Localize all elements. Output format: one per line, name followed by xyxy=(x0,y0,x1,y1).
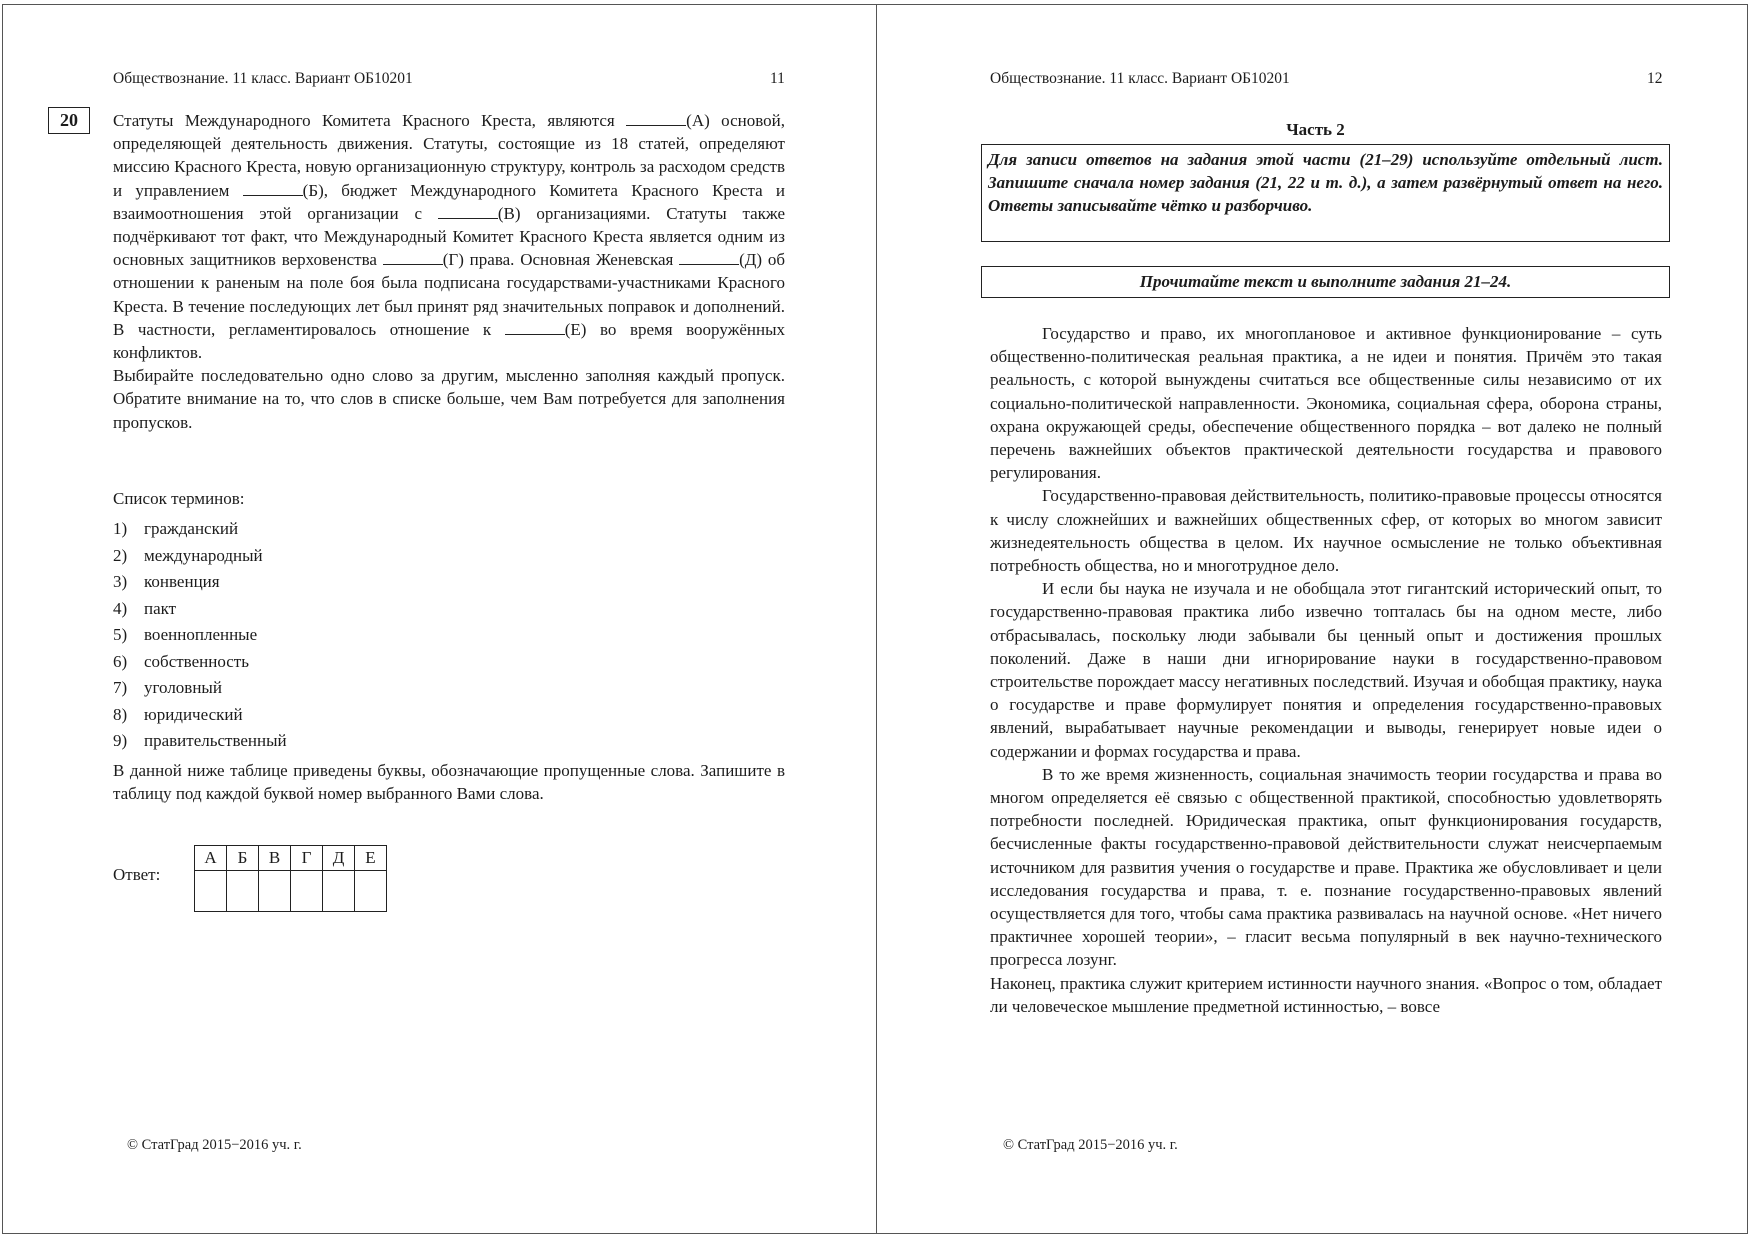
answer-cells-row xyxy=(195,871,387,912)
blank-e xyxy=(505,320,565,335)
terms-title: Список терминов: xyxy=(113,489,245,508)
answer-cell[interactable] xyxy=(323,871,355,912)
answer-letter: В xyxy=(259,846,291,871)
answer-letter: А xyxy=(195,846,227,871)
footer-copyright: © СтатГрад 2015−2016 уч. г. xyxy=(127,1137,302,1153)
term-number: 4) xyxy=(113,598,128,618)
list-item xyxy=(113,675,287,702)
text-paragraph: Государство и право, их многоплановое и активное функционирование – суть общественно-политическая реальная практика, а не идеи и понятия. Причём это такая реальность, с которой вынуждены считаться все общественные силы независимо от их социально-политической направленности. Экономика, социальная сфера, оборона страны, охрана окружающей среды, обеспечение общественного порядка – вот далеко не полный перечень важнейших объектов практической деятельности государства и правового регулирования. xyxy=(990,324,1662,483)
term-text: собственность xyxy=(144,651,249,671)
task-text-part: Статуты Международного Комитета Красного Креста, являются xyxy=(113,111,627,130)
term-number: 9) xyxy=(113,731,128,750)
term-number: 3) xyxy=(113,572,128,591)
table-instruction: В данной ниже таблице приведены буквы, обозначающие пропущенные слова. Запишите в таблицу под каждой буквой номер выбранного Вами слова. xyxy=(113,761,785,804)
list-item xyxy=(113,543,287,570)
answer-letter: Д xyxy=(323,846,355,871)
header-title: Обществознание. 11 класс. Вариант ОБ10201 xyxy=(113,70,413,87)
answer-letter: Г xyxy=(291,846,323,871)
answer-cell[interactable] xyxy=(355,871,387,912)
text-paragraph: Наконец, практика служит критерием истинности научного знания. «Вопрос о том, обладает ли человеческое мышление предметной истинностью, – вовсе xyxy=(990,973,1662,1016)
term-number: 2) xyxy=(113,545,128,565)
answer-letter: Б xyxy=(227,846,259,871)
answer-letter: Е xyxy=(355,846,387,871)
blank-d xyxy=(679,250,739,265)
term-number: 5) xyxy=(113,625,128,644)
blank-b xyxy=(243,181,303,196)
reading-text xyxy=(990,322,1662,1018)
blank-a xyxy=(626,111,686,126)
task-text-part: (А) основой, определяющей деятельность движения. Статуты, состоящие из 18 статей, определяют миссию Красного Креста, новую организационную структуру, контроль за расходом средств и управлением xyxy=(113,111,785,200)
page-number: 11 xyxy=(770,70,785,87)
term-number: 1) xyxy=(113,519,128,538)
task-paragraph xyxy=(113,109,785,364)
text-paragraph: Государственно-правовая действительность, политико-правовые процессы относятся к числу сложнейших и важнейших общественных сфер, от которых во многом зависит жизнедеятельность общества в целом. Их научное осмысление не только объективная потребность общества, но и многотрудное дело. xyxy=(990,486,1662,576)
list-item xyxy=(113,622,287,649)
term-text: пакт xyxy=(144,598,177,618)
list-item xyxy=(113,596,287,623)
list-item xyxy=(113,649,287,676)
terms-list xyxy=(113,516,287,755)
task-text xyxy=(113,109,785,434)
answer-cell[interactable] xyxy=(195,871,227,912)
footer-copyright: © СтатГрад 2015−2016 уч. г. xyxy=(1003,1137,1178,1153)
term-text: юридический xyxy=(144,704,243,724)
text-paragraph: И если бы наука не изучала и не обобщала этот гигантский исторический опыт, то государственно-правовая практика либо извечно топталась бы на одном месте, либо отбрасывалась, поскольку люди забывали бы ценный опыт и достижения прошлых поколений. Даже в наши дни игнорирование науки в государственно-правовом строительстве порождает массу негативных последствий. Изучая и обобщая практику, наука о государстве и праве формулирует понятия и определения государственно-правовых явлений, вырабатывает научные рекомендации и выводы, генерирует новые идеи о содержании и формах государства и права. xyxy=(990,579,1662,761)
term-number: 8) xyxy=(113,704,128,724)
term-number: 7) xyxy=(113,678,128,697)
task-text-part: (Г) права. Основная Женевская xyxy=(442,250,680,270)
list-item xyxy=(113,728,287,755)
term-text: конвенция xyxy=(144,572,220,591)
page-right xyxy=(877,0,1754,1239)
read-instruction-box: Прочитайте текст и выполните задания 21–24. xyxy=(981,266,1670,298)
part-instruction-box: Для записи ответов на задания этой части (21–29) используйте отдельный лист. Запишите сначала номер задания (21, 22 и т. д.), а затем развёрнутый ответ на него. Ответы записывайте чётко и разборчиво. xyxy=(981,144,1670,242)
answer-label: Ответ: xyxy=(113,865,161,884)
answer-table xyxy=(194,845,387,912)
list-item xyxy=(113,569,287,596)
task-text-part: (Е) во время вооружённых конфликтов. xyxy=(113,319,786,363)
answer-cell[interactable] xyxy=(259,871,291,912)
list-item xyxy=(113,516,287,543)
blank-v xyxy=(438,204,498,219)
answer-cell[interactable] xyxy=(291,871,323,912)
answer-cell[interactable] xyxy=(227,871,259,912)
text-paragraph: В то же время жизненность, социальная значимость теории государства и права во многом определяется её связью с общественной практикой, способностью удовлетворять потребности последней. Юридическая практика, опыт функционирования государств, бесчисленные факты государственно-правовой действительности служат неисчерпаемым источником для развития учения о государстве и праве. Практика же обусловливает и цели исследования государства и права, т. е. познание государственно-правовых явлений осуществляется для того, чтобы сама практика развивалась на научной основе. «Нет ничего практичнее хорошей теории», – гласит весьма популярный в век научно-технического прогресса лозунг. xyxy=(990,764,1662,970)
term-text: международный xyxy=(144,545,263,565)
task-text-part: (Д) об отношении к раненым на поле боя была подписана государствами-участниками Красного Креста. В течение последующих лет был принят ряд значительных поправок и дополнений. В частности, регламентировалось отношение к xyxy=(113,250,786,339)
term-text: правительственный xyxy=(144,731,287,750)
term-number: 6) xyxy=(113,651,128,671)
page-number: 12 xyxy=(1647,70,1663,87)
task-note: Выбирайте последовательно одно слово за другим, мысленно заполняя каждый пропуск. Обратите внимание на то, что слов в списке больше, чем Вам потребуется для заполнения пропусков. xyxy=(113,366,785,432)
blank-g xyxy=(383,250,443,265)
header-title: Обществознание. 11 класс. Вариант ОБ10201 xyxy=(990,70,1290,87)
task-text-part: (В) организациями. Статуты также подчёркивают тот факт, что Международный Комитет Красного Креста является одним из основных защитников верховенства xyxy=(113,203,785,270)
term-text: гражданский xyxy=(144,519,239,538)
task-number: 20 xyxy=(48,107,90,134)
list-item xyxy=(113,702,287,729)
term-text: уголовный xyxy=(144,678,222,697)
task-text-part: (Б), бюджет Международного Комитета Красного Креста и взаимоотношения этой организации с xyxy=(113,180,786,223)
answer-letters-row xyxy=(195,846,387,871)
part-title: Часть 2 xyxy=(1286,120,1345,139)
term-text: военнопленные xyxy=(144,625,258,644)
